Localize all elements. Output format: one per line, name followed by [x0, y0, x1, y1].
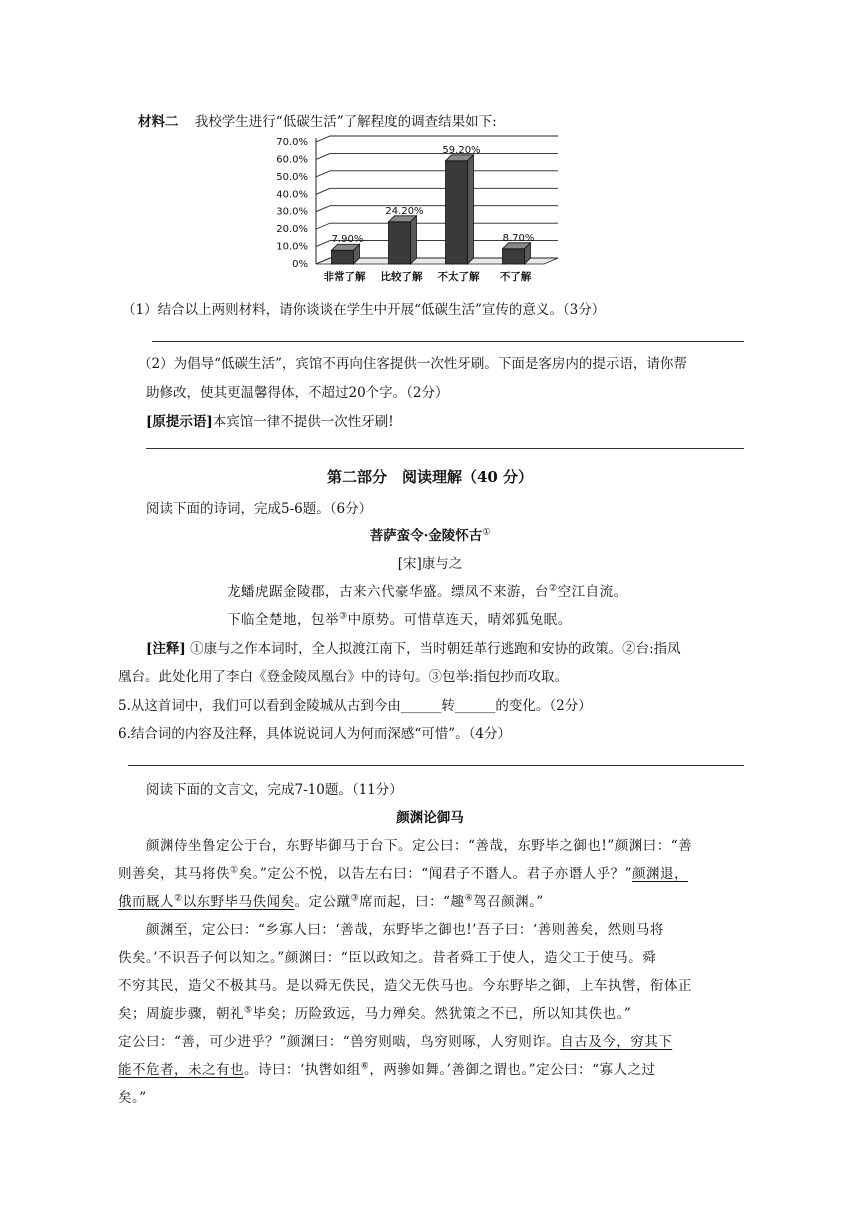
passage-p1-line1: 颜渊侍坐鲁定公于台，东野毕御马于台下。定公曰：“善哉，东野毕之御也!”颜渊曰：“善 [146, 838, 693, 854]
poem-title: 菩萨蛮令·金陵怀古① [369, 527, 491, 544]
gridline [316, 171, 558, 177]
survey-bar-chart [272, 134, 562, 286]
underlined-sentence: 俄而厩人②以东野毕马佚闻矣 [118, 893, 295, 910]
y-tick-label: 10.0% [276, 241, 308, 253]
passage-p2-line4: 矣；周旋步骤，朝礼⑤毕矣；历险致远，马力殚矣。然犹策之不已，所以知其佚也。” [118, 1005, 632, 1022]
bar [332, 250, 354, 264]
material2-text: 我校学生进行“低碳生活”了解程度的调查结果如下: [194, 114, 497, 130]
answer-line-q6 [128, 765, 744, 766]
classical-title: 颜渊论御马 [396, 810, 464, 826]
footnote-marker: ① [230, 865, 239, 876]
footnote-marker: ⑥ [360, 1061, 370, 1072]
gridline [316, 136, 558, 142]
data-label: 24.20% [385, 205, 424, 217]
y-tick-label: 50.0% [276, 171, 308, 183]
footnote-marker: ② [174, 893, 183, 904]
notes-line-1: [注释] ①康与之作本词时，全人拟渡江南下，当时朝廷革行逃跑和安协的政策。②台:指凤 [146, 641, 681, 657]
y-tick-label: 30.0% [276, 206, 308, 218]
notes-label: [注释] [146, 641, 186, 657]
poem-intro: 阅读下面的诗词，完成5-6题。（6分） [146, 501, 373, 517]
footnote-marker: ① [482, 527, 491, 538]
x-category-label: 非常了解 [323, 271, 366, 283]
passage-p2-line3: 不穷其民，造父不极其马。是以舜无佚民，造父无佚马也。今东野毕之御，上车执辔，衔体正 [118, 978, 692, 994]
gridline [316, 153, 558, 159]
y-tick-label: 20.0% [276, 224, 308, 236]
original-prompt-text: 本宾馆一律不提供一次性牙刷! [212, 414, 394, 430]
question-6: 6.结合词的内容及注释，具体说说词人为何而深感“可惜”。（4分） [118, 726, 512, 742]
bar-side [411, 216, 417, 264]
data-label: 8.70% [502, 232, 535, 244]
passage-p1-line2: 则善矣，其马将佚①矣。”定公不悦，以告左右曰：“闻君子不谮人。君子亦谮人乎？”颜渊退， [118, 865, 689, 882]
bar [503, 249, 525, 264]
material2-label: 材料二 [138, 114, 179, 130]
underlined-sentence: 颜渊退， [632, 866, 689, 882]
original-prompt [146, 410, 394, 430]
question-2-line2: 助修改，使其更温馨得体，不超过20个字。（2分） [146, 385, 449, 401]
y-tick-label: 60.0% [276, 154, 308, 166]
x-category-label: 比较了解 [380, 271, 423, 283]
bar [389, 222, 411, 264]
y-tick-label: 0% [292, 259, 308, 270]
x-category-label: 不了解 [499, 271, 532, 283]
gridline [316, 223, 558, 229]
poem-line-2: 下临全楚地，包举③中原势。可惜草连天，晴郊狐兔眠。 [227, 611, 572, 628]
gridline [316, 206, 558, 212]
question-5: 5.从这首词中，我们可以看到金陵城从古到今由______转______的变化。（2分） [118, 698, 592, 714]
passage-p3-line1: 定公曰：“善，可少进乎？”颜渊曰：“兽穷则啮，鸟穷则啄，人穷则诈。自古及今，穷其下 [118, 1034, 673, 1050]
bar [446, 161, 468, 264]
poem-line-1: 龙蟠虎踞金陵郡，古来六代豪华盛。缥凤不来游，台②空江自流。 [227, 583, 628, 600]
y-tick-label: 40.0% [276, 189, 308, 201]
notes-line-2: 凰台。此处化用了李白《登金陵凤凰台》中的诗句。③包举:指包抄而攻取。 [118, 669, 569, 685]
footnote-marker: ② [549, 583, 558, 594]
passage-p3-line2: 能不危者，未之有也。诗曰：‘执辔如组⑥，两骖如舞。’善御之谓也。”定公曰：“寡人之过 [118, 1061, 656, 1078]
footnote-marker: ③ [339, 611, 348, 622]
footnote-marker: ③ [350, 893, 360, 904]
y-tick-label: 70.0% [276, 137, 308, 148]
poem-author: [宋]康与之 [397, 556, 463, 572]
classical-intro: 阅读下面的文言文，完成7-10题。（11分） [146, 782, 403, 798]
question-2-line1: （2）为倡导“低碳生活”，宾馆不再向住客提供一次性牙刷。下面是客房内的提示语，请你帮 [138, 356, 687, 372]
data-label: 59.20% [442, 144, 481, 156]
answer-line-q2 [146, 448, 744, 449]
bar-side [468, 155, 474, 264]
original-prompt-label: [原提示语] [146, 414, 213, 430]
passage-p2-line1: 颜渊至，定公曰：“乡寡人曰：‘善哉，东野毕之御也!’吾子曰：‘善则善矣，然则马将 [146, 922, 664, 938]
material2-line [138, 110, 497, 130]
footnote-marker: ⑤ [244, 1005, 253, 1016]
passage-p1-line3: 俄而厩人②以东野毕马佚闻矣。定公蹴③席而起，曰：“趣④驾召颜渊。” [118, 893, 544, 910]
x-category-label: 不太了解 [437, 271, 480, 283]
part2-title: 第二部分 阅读理解（40 分） [326, 468, 534, 486]
data-label: 7.90% [331, 234, 364, 246]
underlined-sentence: 自古及今，穷其下 [560, 1034, 673, 1050]
question-1: （1）结合以上两则材料，请你谈谈在学生中开展“低碳生活”宣传的意义。（3分） [122, 302, 606, 318]
underlined-sentence: 能不危者，未之有也 [118, 1062, 244, 1078]
gridline [316, 188, 558, 194]
passage-p2-line2: 佚矣。’不识吾子何以知之。”颜渊曰：“臣以政知之。昔者舜工于使人，造父工于使马。舜 [118, 950, 657, 966]
passage-p3-line3: 矣。” [118, 1090, 147, 1106]
answer-line-q1 [152, 341, 744, 342]
footnote-marker: ④ [464, 893, 474, 904]
